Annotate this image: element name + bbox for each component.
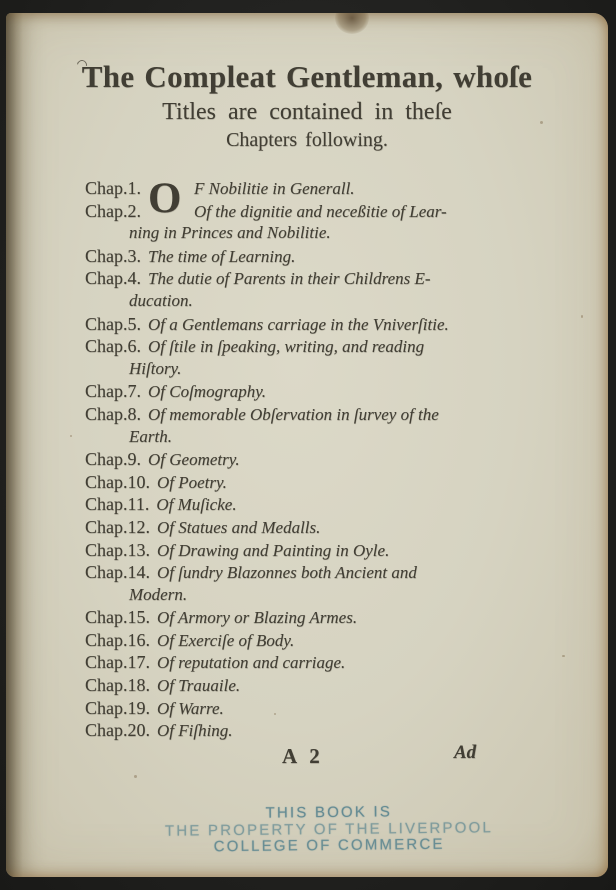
chapter-label: Chap.13. [85, 539, 150, 560]
chapter-title: Of Muſicke. [156, 495, 237, 515]
chapter-title-continuation: Hiſtory. [129, 358, 182, 378]
chapter-row [85, 267, 565, 290]
chapter-label: Chap.9. [85, 449, 141, 470]
chapter-row [85, 245, 565, 268]
chapter-title: Of Drawing and Painting in Oyle. [157, 540, 390, 560]
chapter-row [85, 471, 565, 494]
chapter-label: Chap.18. [85, 675, 150, 696]
chapter-label: Chap.8. [85, 403, 141, 424]
chapter-label: Chap.5. [85, 313, 141, 334]
chapter-row [85, 606, 565, 629]
signature-mark: A 2 [282, 744, 321, 768]
chapter-title: Of Exerciſe of Body. [157, 630, 295, 650]
paper-fleck [134, 775, 137, 778]
chapter-label: Chap.16. [85, 629, 150, 650]
chapter-title: Of Fiſhing. [157, 721, 233, 741]
chapter-title: Of reputation and carriage. [157, 653, 346, 673]
chapter-label: Chap.4. [85, 268, 141, 289]
chapter-title: F Nobilitie in Generall. [194, 179, 355, 198]
library-stamp [154, 803, 504, 856]
title-line-1: The Compleat Gentleman, whoſe [81, 59, 533, 94]
chapter-title: Of ſtile in ſpeaking, writing, and reading [148, 337, 425, 357]
chapter-title: Of Armory or Blazing Armes. [157, 608, 358, 628]
chapter-label: Chap.14. [85, 562, 150, 583]
chapter-label: Chap.17. [85, 652, 150, 673]
chapter-row [85, 539, 565, 562]
chapter-label: Chap.7. [85, 381, 141, 402]
chapter-title: Of Statues and Medalls. [157, 517, 321, 537]
chapter-title-continuation: ducation. [129, 290, 193, 310]
chapter-title: Of ſundry Blazonnes both Ancient and [157, 563, 417, 583]
chapter-label: Chap.12. [85, 516, 150, 537]
stamp-line-2: THE PROPERTY OF THE LIVERPOOL [164, 818, 494, 840]
chapter-row [85, 697, 565, 720]
drop-cap-initial: O [148, 175, 182, 222]
chapter-label: Chap.2. [85, 200, 141, 221]
chapter-label: Chap.10. [85, 471, 150, 492]
book-page [6, 13, 608, 877]
chapter-row [85, 403, 565, 426]
chapter-title: Of Poetry. [157, 472, 227, 492]
chapter-title-continuation: Modern. [129, 584, 188, 604]
chapter-title-continuation: Earth. [129, 426, 172, 446]
chapter-row [85, 629, 565, 652]
chapter-label: Chap.3. [85, 245, 141, 266]
title-line-2: Titles are contained in theſe [162, 99, 452, 125]
chapter-label: Chap.19. [85, 697, 150, 718]
chapter-row [85, 651, 565, 674]
chapter-row [85, 674, 565, 697]
chapter-title: Of Trauaile. [157, 676, 241, 696]
chapter-label: Chap.6. [85, 336, 141, 357]
chapter-row [85, 335, 565, 358]
chapter-title: Of Geometry. [148, 450, 240, 470]
chapter-row [85, 719, 565, 742]
chapter-title: The dutie of Parents in their Childrens E- [148, 269, 431, 289]
catchword: Ad [454, 742, 477, 763]
chapter-label: Chap.1. [85, 178, 141, 198]
chapter-title: Of Coſmography. [148, 382, 267, 402]
chapter-title-continuation: ning in Princes and Nobilitie. [129, 223, 331, 243]
chapter-row [85, 380, 565, 403]
chapter-title: Of memorable Obſervation in ſurvey of the [148, 404, 439, 424]
page-title [6, 57, 608, 154]
chapter-row [85, 561, 565, 584]
chapter-title: The time of Learning. [148, 246, 296, 266]
chapter-title: Of the dignitie and neceßitie of Lear- [194, 201, 447, 221]
chapter-label: Chap.15. [85, 607, 150, 628]
chapter-label: Chap.11. [85, 494, 150, 515]
chapter-title: Of a Gentlemans carriage in the Vniverſitie. [148, 314, 449, 334]
chapter-row [85, 313, 565, 336]
chapter-row [85, 493, 565, 516]
paper-fleck [70, 435, 72, 437]
title-line-3: Chapters following. [226, 129, 388, 151]
stamp-line-3: COLLEGE OF COMMERCE [213, 835, 445, 856]
stamp-line-1: THIS BOOK IS [265, 803, 393, 822]
chapter-list [85, 177, 565, 742]
chapter-row [85, 448, 565, 471]
chapter-title: Of Warre. [157, 698, 224, 718]
chapter-row [85, 516, 565, 539]
paper-fleck [581, 315, 583, 318]
chapter-label: Chap.20. [85, 720, 150, 741]
ink-stain [335, 13, 369, 34]
